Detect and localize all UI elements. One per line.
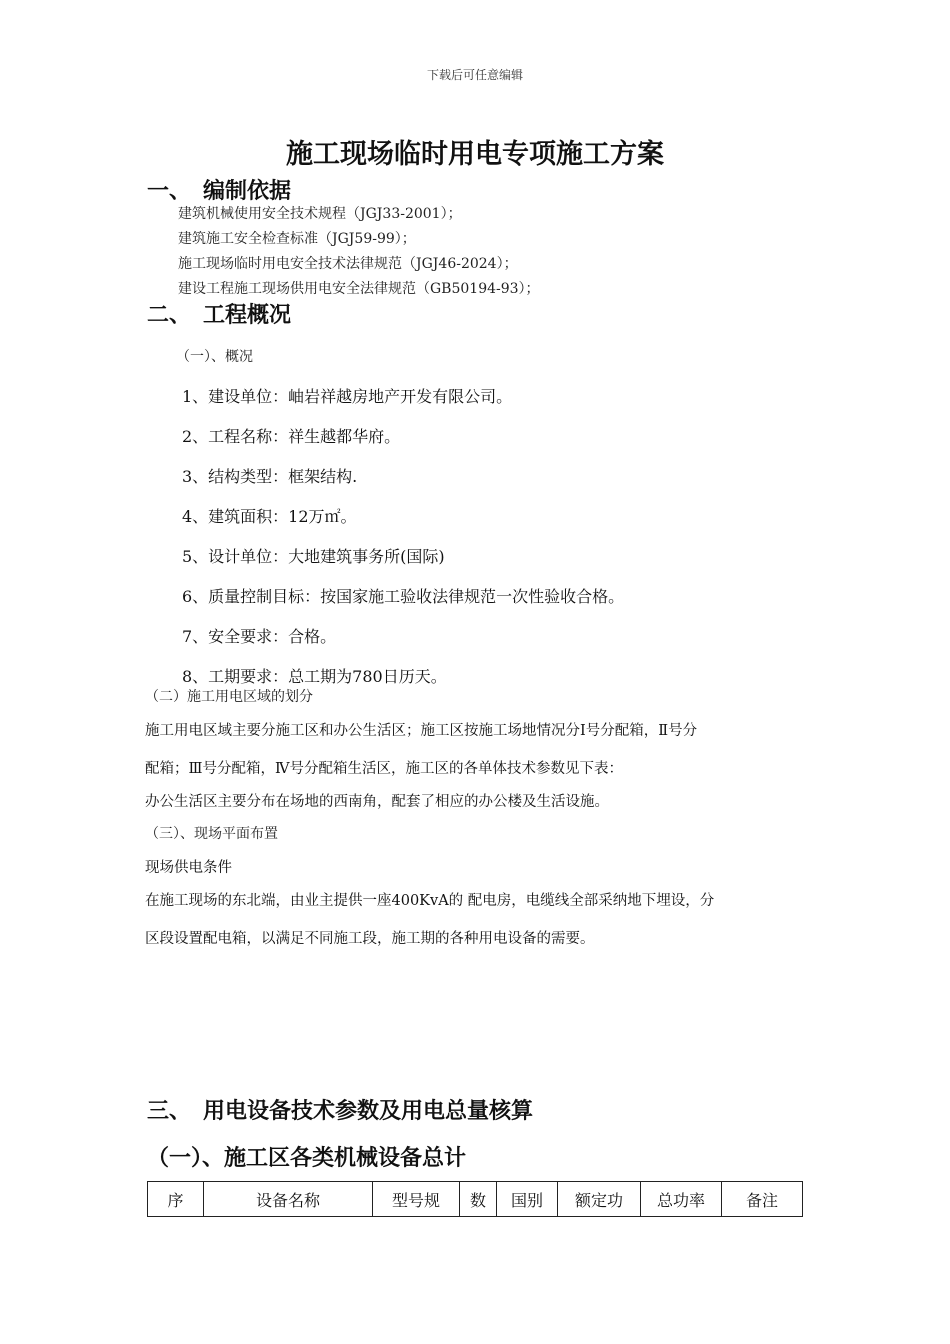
column-header: 备注 (722, 1182, 803, 1217)
section1-title: 编制依据 (203, 178, 292, 204)
overview-item: 6、质量控制目标：按国家施工验收法律规范一次性验收合格。 (182, 587, 625, 606)
column-header: 额定功 (558, 1182, 641, 1217)
subsection-overview: （一）、概况 (176, 349, 253, 365)
supply-title: 现场供电条件 (145, 860, 232, 876)
section3-title: 用电设备技术参数及用电总量核算 (203, 1098, 534, 1124)
overview-item: 1、建设单位：岫岩祥越房地产开发有限公司。 (182, 387, 513, 406)
overview-item: 5、设计单位：大地建筑事务所(国际) (182, 547, 445, 566)
column-header: 设备名称 (204, 1182, 373, 1217)
section2-heading (147, 298, 291, 329)
paragraph-line: 施工用电区域主要分施工区和办公生活区；施工区按施工场地情况分Ⅰ号分配箱，Ⅱ号分 (145, 723, 698, 739)
overview-item: 4、建筑面积：12万㎡。 (182, 507, 357, 526)
equipment-table (147, 1181, 803, 1217)
section3-heading (147, 1094, 533, 1125)
column-header: 数 (460, 1182, 497, 1217)
header-note: 下载后可任意编辑 (426, 68, 523, 82)
reference-item: 建筑施工安全检查标准（JGJ59-99）； (178, 231, 416, 247)
section1-heading (147, 174, 291, 205)
paragraph-line: 配箱；Ⅲ号分配箱，Ⅳ号分配箱生活区，施工区的各单体技术参数见下表： (145, 761, 623, 777)
overview-item: 2、工程名称：祥生越都华府。 (182, 427, 401, 446)
reference-item: 施工现场临时用电安全技术法律规范（JGJ46-2024）； (178, 256, 518, 272)
section1-number: 一、 (147, 178, 192, 204)
overview-item: 3、结构类型：框架结构. (182, 467, 358, 486)
section2-title: 工程概况 (203, 302, 292, 328)
column-header: 总功率 (641, 1182, 722, 1217)
paragraph-line: 在施工现场的东北端，由业主提供一座400KvA的 配电房，电缆线全部采纳地下埋设，分 (145, 893, 715, 909)
section2-number: 二、 (147, 302, 192, 328)
section3-number: 三、 (147, 1098, 192, 1124)
subsection-site-layout: （三）、现场平面布置 (145, 826, 278, 842)
column-header: 型号规 (373, 1182, 460, 1217)
table-header-row (148, 1182, 803, 1217)
column-header: 序 (148, 1182, 204, 1217)
subsection-power-zones: （二）施工用电区域的划分 (145, 689, 313, 705)
column-header: 国别 (497, 1182, 558, 1217)
subsection-equipment-total: （一）、施工区各类机械设备总计 (147, 1145, 467, 1171)
paragraph-line: 区段设置配电箱，以满足不同施工段，施工期的各种用电设备的需要。 (145, 931, 595, 947)
reference-item: 建设工程施工现场供用电安全法律规范（GB50194-93）； (178, 281, 540, 297)
document-title: 施工现场临时用电专项施工方案 (286, 139, 664, 170)
overview-item: 8、工期要求：总工期为780日历天。 (182, 667, 447, 686)
reference-item: 建筑机械使用安全技术规程（JGJ33-2001）； (178, 206, 462, 222)
overview-item: 7、安全要求：合格。 (182, 627, 337, 646)
paragraph-line: 办公生活区主要分布在场地的西南角，配套了相应的办公楼及生活设施。 (145, 794, 609, 810)
